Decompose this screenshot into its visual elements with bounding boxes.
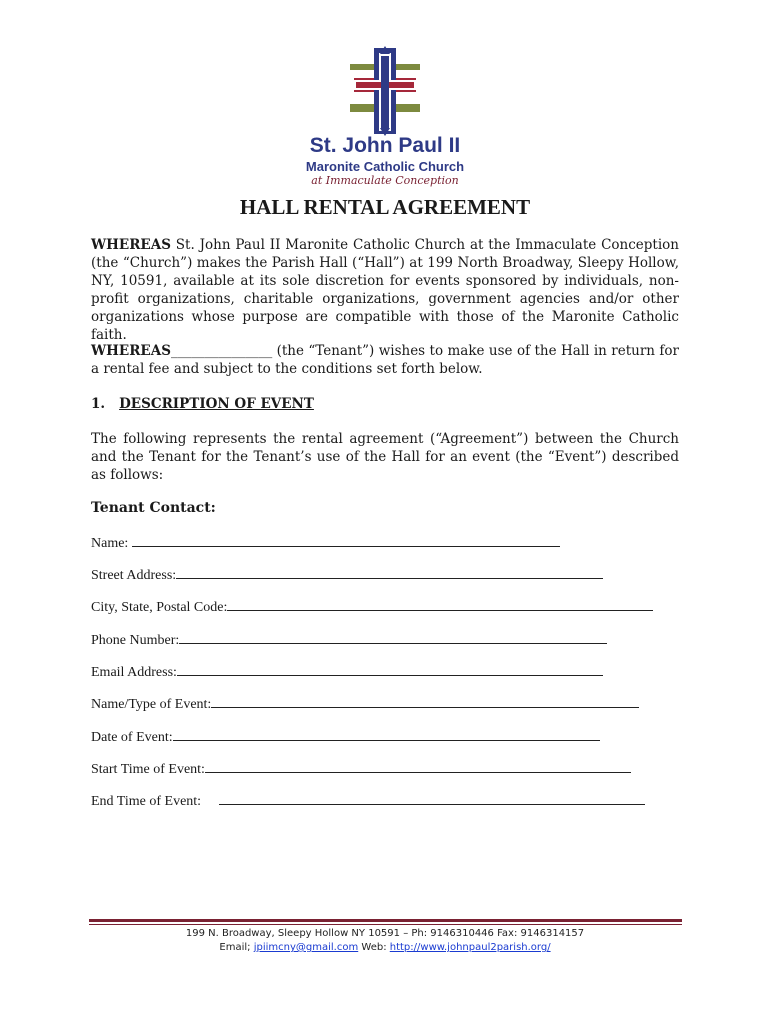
email-address-input[interactable] [177, 663, 603, 676]
document-title: HALL RENTAL AGREEMENT [239, 195, 531, 219]
field-email-address [91, 663, 603, 681]
name-input[interactable] [132, 534, 560, 547]
whereas-text-2: (the “Tenant”) wishes to make use of the Hall in return for a rental fee and subject to the conditions set forth below. [91, 343, 679, 377]
whereas-lead-1: WHEREAS [91, 237, 171, 253]
field-name [91, 534, 560, 552]
event-type-input[interactable] [211, 695, 639, 708]
street-address-input[interactable] [176, 566, 603, 579]
footer-rule [89, 919, 682, 922]
section-number: 1. [91, 396, 106, 412]
footer-web-label: Web: [358, 942, 390, 953]
org-name: St. John Paul II [309, 134, 461, 157]
section-heading [91, 396, 314, 412]
event-date-input[interactable] [173, 728, 600, 741]
start-time-input[interactable] [205, 760, 631, 773]
field-event-type [91, 695, 639, 713]
church-logo-cross-icon [340, 44, 430, 136]
field-city-state-postal [91, 598, 653, 616]
field-label: Phone Number: [91, 633, 180, 648]
field-label: Name/Type of Event: [91, 697, 212, 712]
field-label: Street Address: [91, 568, 177, 583]
field-phone-number [91, 631, 607, 649]
section-title: DESCRIPTION OF EVENT [119, 396, 314, 412]
footer-email-label: Email; [219, 942, 254, 953]
phone-number-input[interactable] [179, 631, 607, 644]
footer-rule-thin [89, 924, 682, 925]
whereas-text-1: St. John Paul II Maronite Catholic Church at the Immaculate Conception (the “Church”) makes the Parish Hall (“Hall”) at 199 North Broadway, Sleepy Hollow, NY, 10591, available at its sole discretion for events sponsored by individuals, non-profit organizations, charitable organizations, government agencies and/or other organizations whose purpose are compatible with those of the Maronite Catholic faith. [91, 237, 679, 343]
field-label: End Time of Event: [91, 794, 202, 809]
tenant-contact-title: Tenant Contact: [91, 500, 216, 516]
field-street-address [91, 566, 603, 584]
org-tagline: at Immaculate Conception [311, 174, 459, 187]
field-label: Email Address: [91, 665, 177, 680]
field-label: Date of Event: [91, 730, 173, 745]
footer-address: 199 N. Broadway, Sleepy Hollow NY 10591 – Ph: 9146310446 Fax: 9146314157 [185, 928, 585, 939]
whereas-paragraph-2 [91, 342, 679, 378]
field-event-date [91, 728, 600, 746]
field-start-time [91, 760, 631, 778]
footer-email-link[interactable]: jpiimcny@gmail.com [253, 942, 359, 953]
field-label: Name: [91, 536, 132, 551]
field-label: City, State, Postal Code: [91, 600, 228, 615]
end-time-input[interactable] [219, 792, 645, 805]
city-state-postal-input[interactable] [227, 598, 653, 611]
field-end-time [91, 792, 645, 810]
section-text: The following represents the rental agreement (“Agreement”) between the Church and the Tenant for the Tenant’s use of the Hall for an event (the “Event”) described as follows: [91, 431, 679, 483]
whereas-paragraph-1 [91, 236, 679, 344]
field-label: Start Time of Event: [91, 762, 205, 777]
org-subtitle: Maronite Catholic Church [305, 159, 465, 174]
tenant-name-blank[interactable]: _______________ [170, 343, 273, 359]
whereas-lead-2: WHEREAS [91, 343, 171, 359]
footer-web-link[interactable]: http://www.johnpaul2parish.org/ [389, 942, 551, 953]
footer-contact [0, 942, 770, 953]
